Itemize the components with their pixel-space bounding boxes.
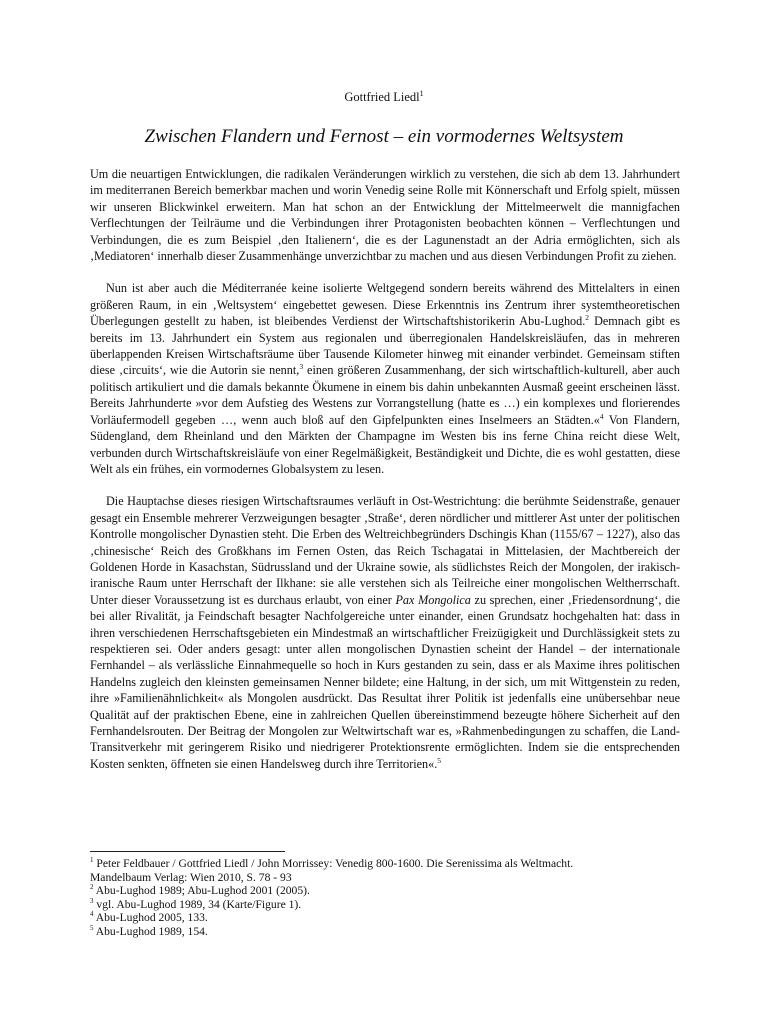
footnote-text: Mandelbaum Verlag: Wien 2010, S. 78 - 93: [90, 870, 292, 884]
footnote-text: Abu-Lughod 1989; Abu-Lughod 2001 (2005).: [93, 884, 310, 898]
footnote-item: [90, 884, 680, 898]
paragraph-1: Um die neuartigen Entwicklungen, die radikalen Veränderungen wirklich zu verstehen, die sich ab dem 13. Jahrhundert im mediterranen Bereich bemerkbar machen und worin Venedig seine Rolle mit Könnerschaft und Erfolg spielt, müssen wir unseren Blickwinkel erweitern. Man hat schon an der Entwicklung der Mittelmeerwelt die mannigfachen Verflechtungen der Teilräume und die Verbindungen ihrer Protagonisten beobachten können – Verflechtungen und Verbindungen, die es zum Beispiel ‚den Italienern‘, die es der Lagunenstadt an der Adria ermöglichten, sich als ‚Mediatoren‘ innerhalb dieser Zusammenhänge unverzichtbar zu machen und aus diesen Verbindungen Profit zu ziehen.: [90, 167, 680, 264]
author-name: Gottfried Liedl: [344, 90, 420, 104]
paragraph-text: einen größeren Zusammenhang, der sich wirtschaftlich-kulturell, aber auch politisch artikuliert und die damals bekannte Ökumene in einem bis dahin unbekannten Ausmaß geeint erscheinen lässt. Bereits Jahrhunderte »vor dem Aufstieg des Westens zur Vorrangstellung (hatte es …) ein komplexes und florierendes Vorläufermodell gegeben …, wenn auch bloß auf den Gipfelpunkten eines Inselmeers an Städten.«: [90, 363, 681, 427]
italic-term: Pax Mongolica: [395, 592, 471, 607]
paragraph-2: [90, 280, 680, 477]
footnote-item: [90, 911, 680, 925]
footnote-text: Peter Feldbauer / Gottfried Liedl / John Morrissey: Venedig 800-1600. Die Serenissima als Weltmacht.: [93, 857, 574, 870]
footnote-ref[interactable]: 3: [299, 362, 304, 372]
footnote-item: [90, 898, 680, 912]
footnote-text: vgl. Abu-Lughod 1989, 34 (Karte/Figure 1).: [93, 897, 302, 911]
author-line: [0, 90, 768, 105]
document-title: Zwischen Flandern und Fernost – ein vormodernes Weltsystem: [144, 126, 624, 147]
footnote-ref[interactable]: 1: [419, 88, 424, 98]
footnote-divider: [90, 851, 285, 852]
footnote-text: Abu-Lughod 2005, 133.: [93, 911, 208, 925]
footnote-number: 5: [90, 924, 94, 933]
paragraph-text: zu sprechen, einer ‚Friedensordnung‘, die bei aller Rivalität, ja Feindschaft besagter Nachfolgereiche unter einander, einen Grundsatz hochgehalten hat: dass in ihren verschiedenen Herrschaftsgebieten ein Mindestmaß an wirtschaftlicher Freizügigkeit und Durchlässigkeit stets zu respektieren sei. Oder anders gesagt: unter allen mongolischen Dynastien scheint der Handel – der internationale Fernhandel – als verlässliche Einnahmequelle so hoch in Kurs gestanden zu sein, dass er als Maxime ihres politischen Handelns zugleich den kleinsten gemeinsamen Nenner bildete; eine Haltung, in der sich, um mit Wittgenstein zu reden, ihre »Familienähnlichkeit« als Mongolen ausdrückt. Das Resultat ihrer Politik ist jedenfalls eine unübersehbar neue Qualität auf der praktischen Ebene, eine in zahlreichen Quellen übereinstimmend bezeugte höhere Sicherheit auf den Fernhandelsrouten. Der Beitrag der Mongolen zur Weltwirtschaft war es, »Rahmenbedingungen zu schaffen, die Land-Transitverkehr mit geringerem Risiko und niedrigerer Protektionsrente ermöglichten. Indem sie die entsprechenden Kosten senkten, öffneten sie einen Handelsweg durch ihre Territorien«.: [90, 592, 680, 771]
footnote-number: 3: [90, 896, 94, 905]
body-text: [90, 166, 680, 788]
footnote-ref[interactable]: 5: [437, 755, 442, 765]
footnote-ref[interactable]: 2: [585, 313, 590, 323]
footnote-number: 4: [90, 910, 94, 919]
paragraph-text: Demnach gibt es bereits im 13. Jahrhundert ein System aus regionalen und überregionalen Handelskreisläufen, das in mehreren überlappenden Kreisen Wirtschaftsräume über Tausende Kilometer hinweg mit einander verbindet. Gemeinsam stiften diese ‚circuits‘, wie die Autorin sie nennt,: [90, 314, 680, 378]
footnote-number: 2: [90, 883, 94, 892]
footnote-text: Abu-Lughod 1989, 154.: [93, 924, 208, 938]
paragraph-text: Von Flandern, Südengland, dem Rheinland und den Märkten der Champagne im Westen bis ins ferne China reicht diese Welt, verbunden durch Wirtschaftskreisläufe von einer Regelmäßigkeit, Beständigkeit und Dichte, die es wohl gestatten, diese Welt als ein frühes, ein vormodernes Globalsystem zu lesen.: [90, 412, 680, 476]
paragraph-text: Die Hauptachse dieses riesigen Wirtschaftsraumes verläuft in Ost-Westrichtung: die berühmte Seidenstraße, genauer gesagt ein Ensemble mehrerer Verzweigungen besagter ‚Straße‘, deren nördlicher und mittlerer Ast unter der politischen Kontrolle mongolischer Dynastien steht. Die Erben des Weltreichbegründers Dschingis Khan (1155/67 – 1227), also das ‚chinesische‘ Reich des Großkhans im Fernen Osten, das Reich Tschagatai in Mittelasien, der Machtbereich der Goldenen Horde in Kasachstan, Südrussland und der Ukraine sowie, als südlichstes Reich der Mongolen, der irakisch-iranische Raum unter Herrschaft der Ilkhane: sie alle verstehen sich als Teilreiche einer mongolischen Weltherrschaft. Unter dieser Voraussetzung ist es durchaus erlaubt, von einer: [90, 494, 680, 607]
paragraph-text: Nun ist aber auch die Méditerranée keine isolierte Weltgegend sondern bereits während des Mittelalters in einen größeren Raum, in ein ‚Weltsystem‘ eingebettet gewesen. Diese Erkenntnis ins Zentrum ihrer systemtheoretischen Überlegungen gestellt zu haben, ist bleibendes Verdienst der Wirtschaftshistorikerin Abu-Lughod.: [90, 281, 680, 329]
footnote-item: [90, 871, 680, 885]
footnote-ref[interactable]: 4: [599, 411, 604, 421]
paragraph-3: [90, 493, 680, 772]
footnote-item: [90, 857, 680, 871]
footnote-item: [90, 925, 680, 939]
footnotes: [90, 857, 680, 939]
footnote-number: 1: [90, 856, 94, 865]
